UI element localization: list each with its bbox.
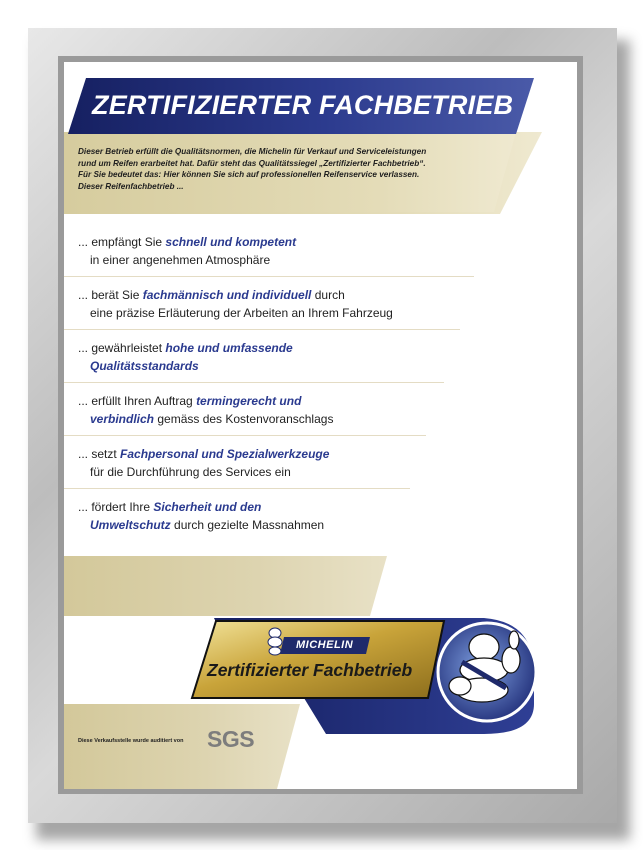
beige-band-upper: [64, 556, 387, 616]
list-item: ... berät Sie fachmännisch und individuell durch eine präzise Erläuterung der Arbeiten an Ihrem Fahrzeug: [78, 288, 393, 320]
michelin-brand-label: MICHELIN: [296, 639, 354, 651]
list-item: ... gewährleistet hohe und umfassende Qualitätsstandards: [78, 341, 293, 373]
michelin-logo-icon: [268, 628, 282, 655]
list-item: ... setzt Fachpersonal und Spezialwerkzeuge für die Durchführung des Services ein: [78, 447, 330, 479]
certificate-sheet: [64, 62, 577, 789]
audit-text: Diese Verkaufsstelle wurde auditiert von: [78, 738, 184, 744]
list-item: ... fördert Ihre Sicherheit und den Umweltschutz durch gezielte Massnahmen: [78, 500, 325, 532]
intro-line: rund um Reifen erarbeitet hat. Dafür steht das Qualitätssiegel „Zertifizierter Fachbetrieb“.: [78, 158, 426, 168]
intro-line: Dieser Betrieb erfüllt die Qualitätsnormen, die Michelin für Verkauf und Serviceleistungen: [78, 147, 427, 156]
intro-line: Dieser Reifenfachbetrieb ...: [78, 181, 184, 191]
list-item: ... empfängt Sie schnell und kompetent in einer angenehmen Atmosphäre: [78, 235, 297, 267]
sgs-logo-icon: SGS: [207, 726, 255, 752]
badge-label: Zertifizierter Fachbetrieb: [207, 660, 413, 680]
intro-line: Für Sie bedeutet das: Hier können Sie sich auf professionellen Reifenservice verlassen.: [78, 170, 420, 179]
list-item: ... erfüllt Ihren Auftrag termingerecht und verbindlich gemäss des Kostenvoranschlags: [78, 394, 334, 426]
beige-band-lower: [64, 704, 300, 789]
certificate-title: ZERTIFIZIERTER FACHBETRIEB: [92, 90, 514, 120]
